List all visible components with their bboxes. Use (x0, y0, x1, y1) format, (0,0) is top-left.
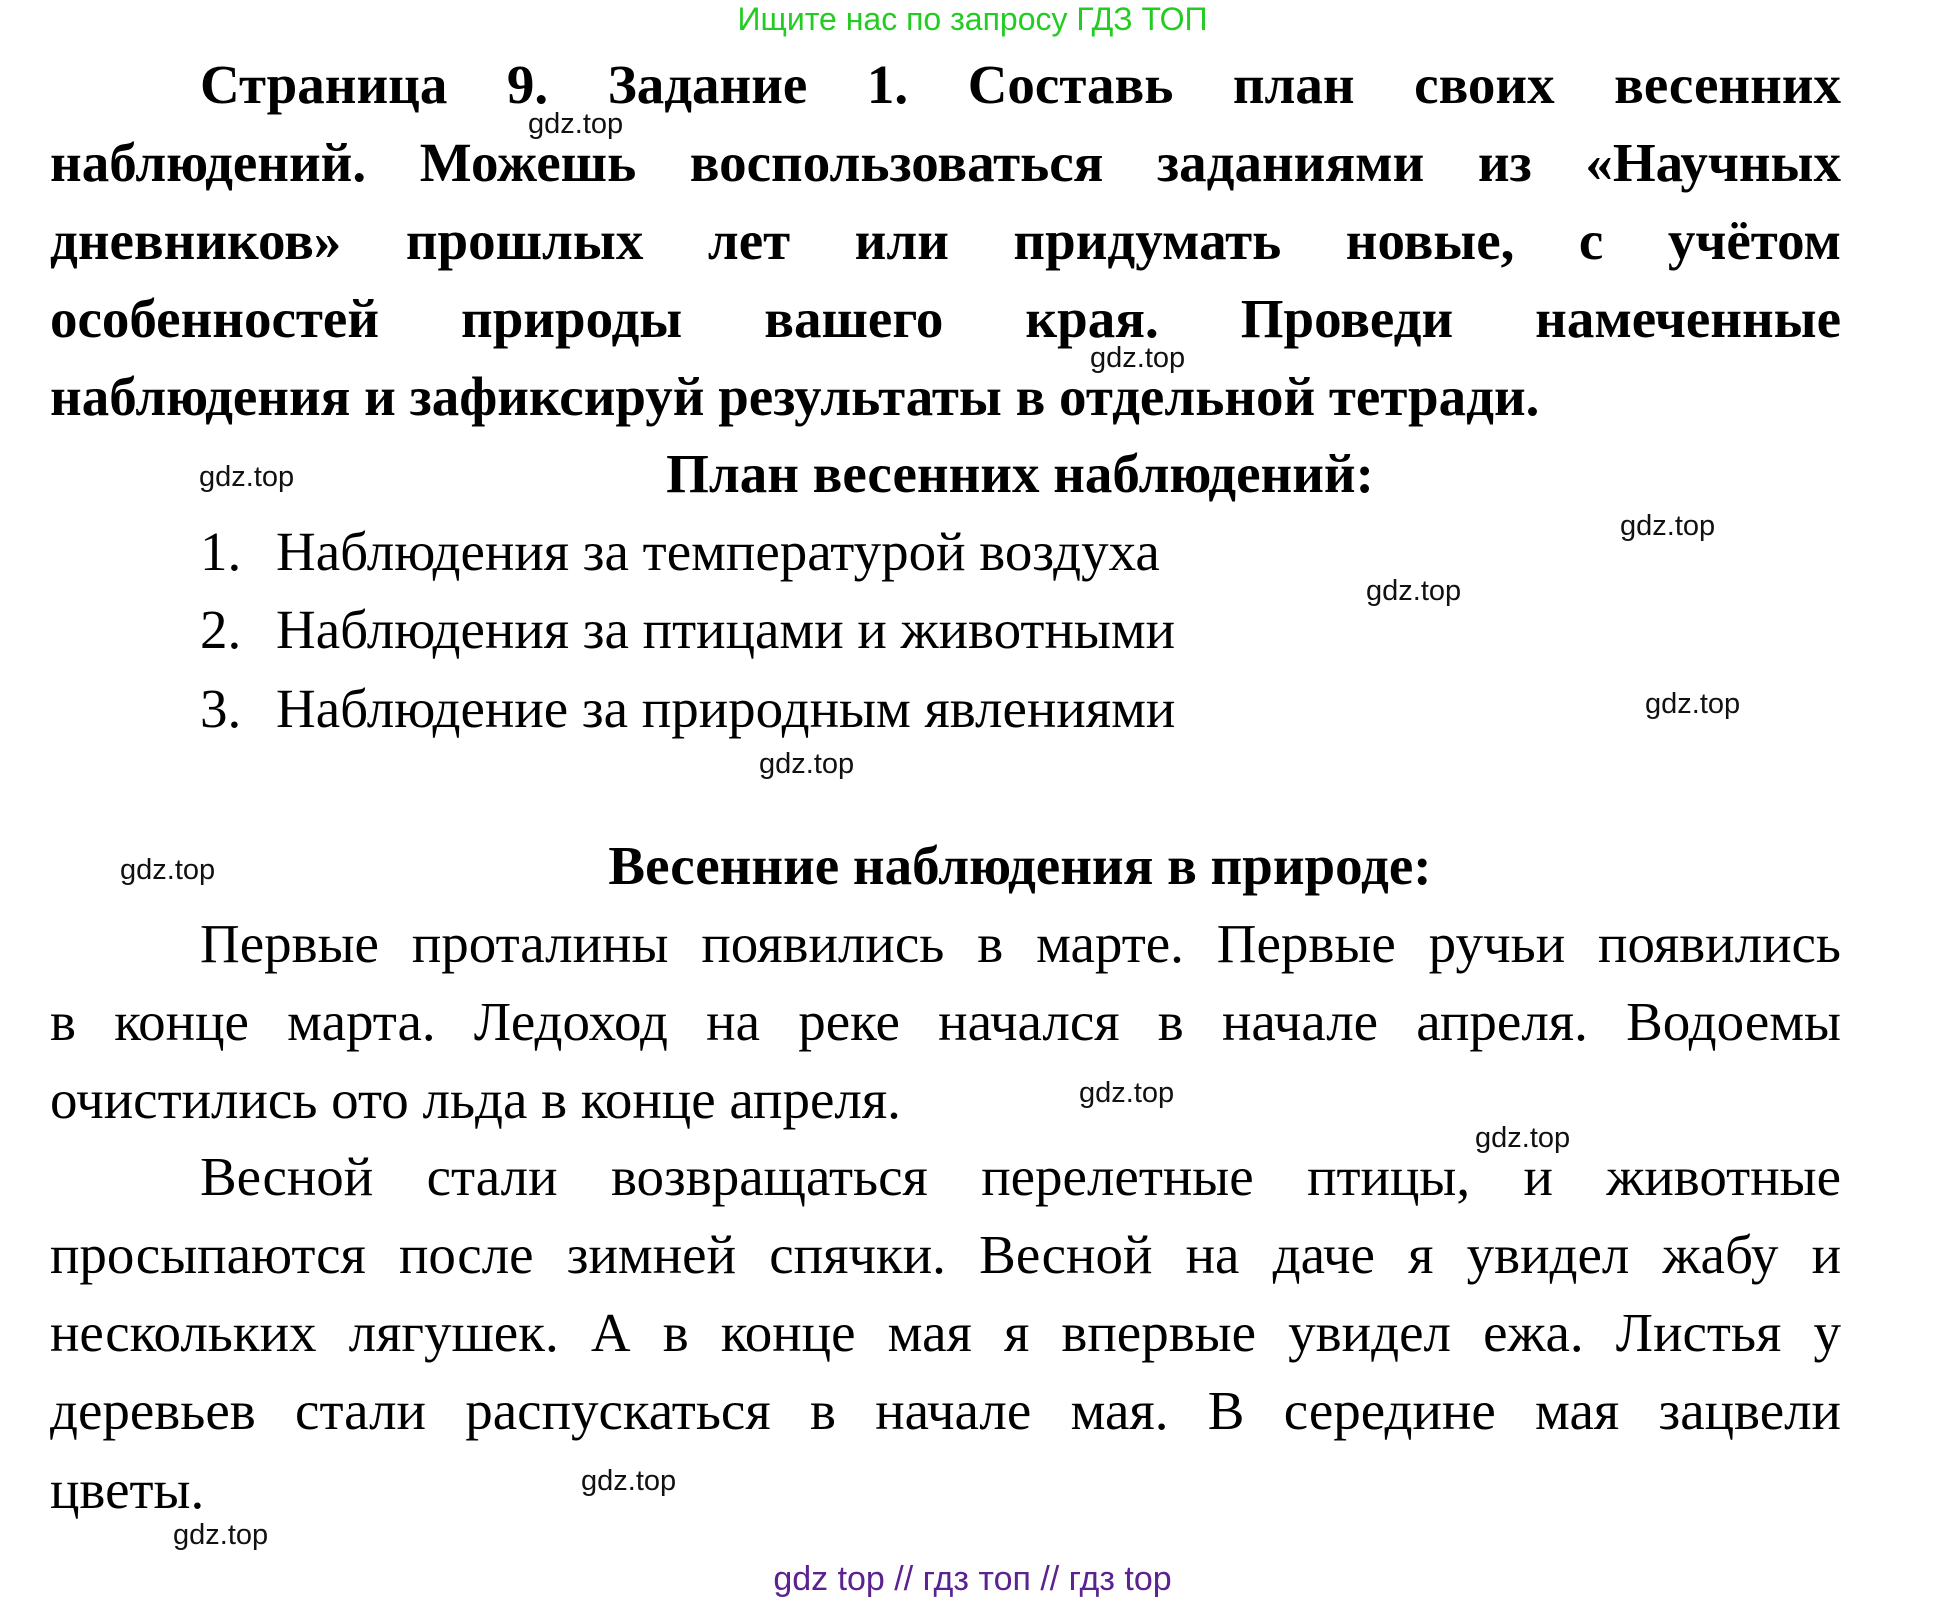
search-banner: Ищите нас по запросу ГДЗ ТОП (737, 1, 1208, 37)
list-item (200, 678, 1176, 739)
watermark: gdz.top (1090, 342, 1186, 374)
list-text: Наблюдения за температурой воздуха (276, 521, 1160, 582)
list-number: 3. (200, 678, 242, 739)
watermark: gdz.top (120, 854, 216, 886)
task-line: особенностей природы вашего края. Проведи намеченные (50, 288, 1841, 349)
plan-heading: План весенних наблюдений: (666, 443, 1374, 504)
paragraph-line: цветы. (50, 1459, 205, 1520)
watermark: gdz.top (759, 748, 855, 780)
observations-heading: Весенние наблюдения в природе: (608, 835, 1432, 896)
watermark: gdz.top (1475, 1122, 1571, 1154)
watermark: gdz.top (581, 1465, 677, 1497)
task-line: наблюдения и зафиксируй результаты в отдельной тетради. (50, 366, 1540, 427)
list-text: Наблюдение за природным явлениями (276, 678, 1176, 739)
watermark: gdz.top (199, 461, 295, 493)
paragraph-line: в конце марта. Ледоход на реке начался в начале апреля. Водоемы (50, 991, 1841, 1052)
watermark: gdz.top (528, 108, 624, 140)
watermark: gdz.top (1366, 575, 1462, 607)
list-text: Наблюдения за птицами и животными (276, 599, 1176, 660)
paragraph-line: нескольких лягушек. А в конце мая я впервые увидел ежа. Листья у (50, 1302, 1841, 1363)
task-line: наблюдений. Можешь воспользоваться заданиями из «Научных (50, 132, 1841, 193)
task-line: дневников» прошлых лет или придумать новые, с учётом (50, 210, 1841, 271)
list-number: 2. (200, 599, 242, 660)
paragraph-line: просыпаются после зимней спячки. Весной на даче я увидел жабу и (50, 1224, 1841, 1285)
watermark: gdz.top (1620, 510, 1716, 542)
list-item (200, 599, 1176, 660)
paragraph-line: очистились ото льда в конце апреля. (50, 1069, 901, 1130)
footer-watermark: gdz top // гдз топ // гдз top (773, 1560, 1172, 1598)
watermark: gdz.top (1079, 1077, 1175, 1109)
paragraph-line: деревьев стали распускаться в начале мая. В середине мая зацвели (50, 1380, 1841, 1441)
watermark: gdz.top (173, 1519, 269, 1551)
paragraph-line: Весной стали возвращаться перелетные птицы, и животные (200, 1146, 1841, 1207)
paragraph-line: Первые проталины появились в марте. Первые ручьи появились (200, 913, 1841, 974)
watermark: gdz.top (1645, 688, 1741, 720)
list-item (200, 521, 1160, 582)
task-line: Страница 9. Задание 1. Составь план своих весенних (200, 54, 1841, 115)
list-number: 1. (200, 521, 242, 582)
